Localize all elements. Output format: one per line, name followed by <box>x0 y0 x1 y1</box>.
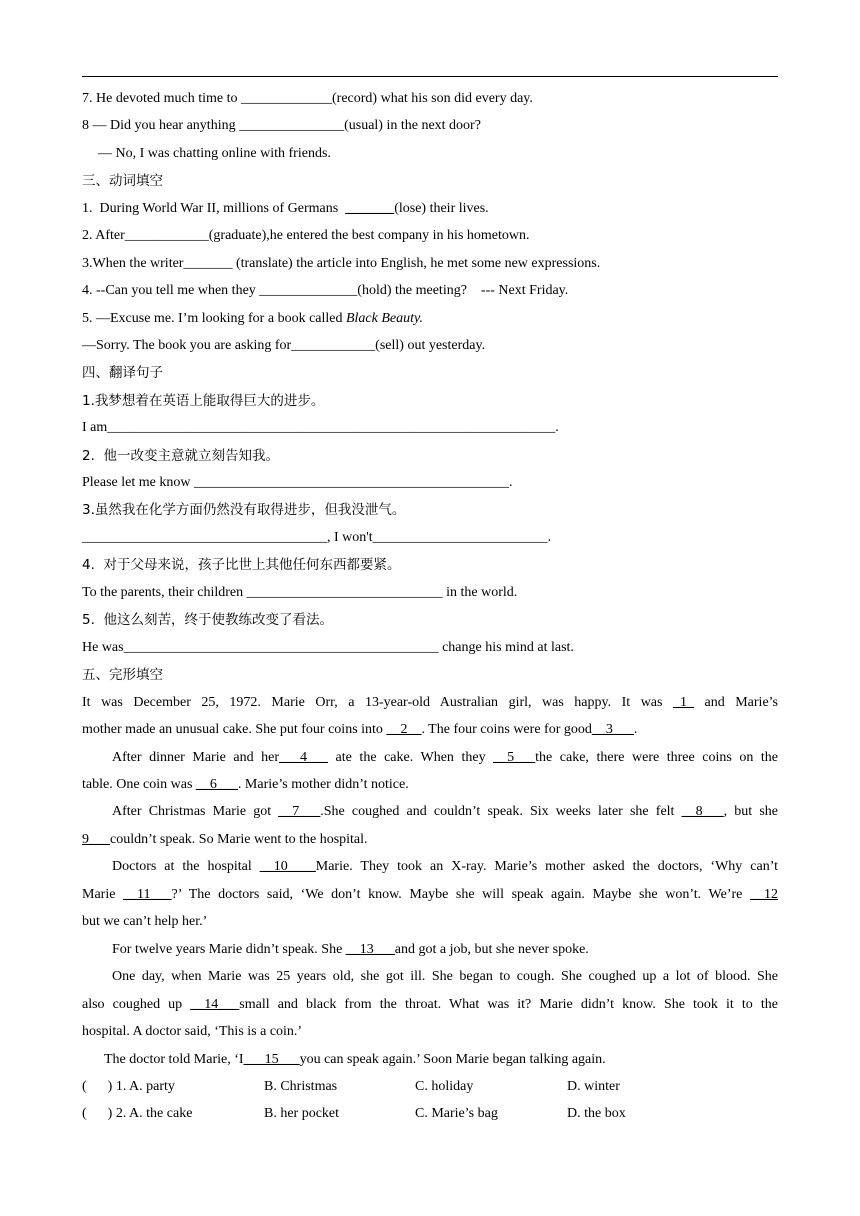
verb-q1-suffix: (lose) their lives. <box>394 201 489 216</box>
cloze-text: Marie <box>82 887 124 902</box>
cloze-text: the cake, there were three coins on the <box>535 750 779 765</box>
verb-question-1 <box>82 201 778 217</box>
cloze-p6-line3: hospital. A doctor said, ‘This is a coin.’ <box>82 1024 303 1039</box>
cloze-text: and got a job, but she never spoke. <box>394 942 589 957</box>
cloze-text: After dinner Marie and her <box>112 750 280 765</box>
verb-q1-prefix: 1. During World War II, millions of Germans <box>82 201 346 216</box>
cloze-blank-3: __3___ <box>591 722 634 737</box>
cloze-blank-8: __8___ <box>681 804 724 819</box>
cloze-text: small and black from the throat. What was it? Marie didn’t know. She took it to the <box>239 997 778 1012</box>
option-1-a: ( ) 1. A. party <box>82 1079 175 1094</box>
section-5-heading: 五、完形填空 <box>82 667 163 683</box>
option-2-b: B. her pocket <box>264 1106 340 1121</box>
translate-1-chinese: 1.我梦想着在英语上能取得巨大的进步。 <box>82 393 325 409</box>
cloze-blank-15: ___15___ <box>243 1052 300 1067</box>
translate-3-chinese: 3.虽然我在化学方面仍然没有取得进步，但我没泄气。 <box>82 502 406 518</box>
cloze-text: It was December 25, 1972. Marie Orr, a 13-year-old Australian girl, was happy. It was <box>82 695 673 710</box>
cloze-text: The doctor told Marie, ‘I <box>104 1052 244 1067</box>
cloze-p7-line1 <box>104 1052 778 1068</box>
cloze-text: couldn’t speak. So Marie went to the hospital. <box>110 832 368 847</box>
cloze-text: .She coughed and couldn’t speak. Six weeks later she felt <box>320 804 682 819</box>
translate-3-english: ___________________________________, I won't_________________________. <box>82 530 552 545</box>
option-2-a: ( ) 2. A. the cake <box>82 1106 193 1121</box>
section-4-heading: 四、翻译句子 <box>82 365 163 381</box>
option-1-d: D. winter <box>567 1079 620 1094</box>
cloze-p2-line1 <box>112 750 778 766</box>
cloze-blank-4: ___4___ <box>279 750 329 765</box>
cloze-p6-line2 <box>82 997 778 1013</box>
cloze-text: . Marie’s mother didn’t notice. <box>237 777 409 792</box>
verb-question-3: 3.When the writer_______ (translate) the article into English, he met some new expressions. <box>82 256 601 271</box>
cloze-text: ?’ The doctors said, ‘We don’t know. Maybe she will speak again. Maybe she won’t. We’re <box>171 887 750 902</box>
cloze-text: you can speak again.’ Soon Marie began talking again. <box>299 1052 606 1067</box>
translate-5-chinese: 5. 他这么刻苦，终于使教练改变了看法。 <box>82 612 333 628</box>
translate-4-english: To the parents, their children ____________________________ in the world. <box>82 585 518 600</box>
cloze-p1-line1 <box>82 695 778 711</box>
option-2-d: D. the box <box>567 1106 626 1121</box>
translate-2-chinese: 2. 他一改变主意就立刻告知我。 <box>82 448 279 464</box>
cloze-p4-line1 <box>112 859 778 875</box>
cloze-blank-12: __12 <box>750 887 778 902</box>
translate-5-english: He was_____________________________________________ change his mind at last. <box>82 640 574 655</box>
translate-2-english: Please let me know _____________________________________________. <box>82 475 513 490</box>
verb-question-5-reply: —Sorry. The book you are asking for____________(sell) out yesterday. <box>82 338 486 353</box>
cloze-text: Doctors at the hospital <box>112 859 260 874</box>
cloze-text: ate the cake. When they <box>328 750 494 765</box>
verb-question-5 <box>82 311 778 327</box>
cloze-text: and Marie’s <box>693 695 778 710</box>
cloze-blank-2: __2__ <box>386 722 422 737</box>
translate-1-english: I am________________________________________________________________. <box>82 420 559 435</box>
cloze-p2-line2 <box>82 777 778 793</box>
cloze-blank-9: 9___ <box>82 832 110 847</box>
header-rule <box>82 76 778 77</box>
cloze-p6-line1: One day, when Marie was 25 years old, she got ill. She began to cough. She coughed up a lot of blood. She <box>112 969 778 984</box>
cloze-p5-line1 <box>112 942 778 958</box>
cloze-blank-7: __7___ <box>278 804 321 819</box>
cloze-p4-line3: but we can’t help her.’ <box>82 914 208 929</box>
verb-question-4: 4. --Can you tell me when they ______________(hold) the meeting? --- Next Friday. <box>82 283 569 298</box>
cloze-p3-line1 <box>112 804 778 820</box>
cloze-text: also coughed up <box>82 997 191 1012</box>
cloze-p3-line2 <box>82 832 778 848</box>
option-1-c: C. holiday <box>415 1079 474 1094</box>
question-8-reply: — No, I was chatting online with friends. <box>98 146 331 161</box>
verb-q5-prefix: 5. —Excuse me. I’m looking for a book called <box>82 311 346 326</box>
cloze-p1-line2 <box>82 722 778 738</box>
cloze-blank-6: __6___ <box>195 777 238 792</box>
verb-question-2: 2. After____________(graduate),he entered the best company in his hometown. <box>82 228 530 243</box>
option-1-b: B. Christmas <box>264 1079 338 1094</box>
cloze-text: . <box>633 722 638 737</box>
book-title: Black Beauty. <box>345 311 423 326</box>
cloze-p4-line2 <box>82 887 778 903</box>
cloze-text: After Christmas Marie got <box>112 804 279 819</box>
section-3-heading: 三、动词填空 <box>82 173 163 189</box>
cloze-blank-13: __13___ <box>345 942 395 957</box>
question-7: 7. He devoted much time to _____________(record) what his son did every day. <box>82 91 533 106</box>
cloze-blank-1: _1_ <box>672 695 694 710</box>
cloze-text: table. One coin was <box>82 777 196 792</box>
verb-q1-blank: _______ <box>345 201 395 216</box>
cloze-blank-10: __10____ <box>259 859 316 874</box>
cloze-text: Marie. They took an X-ray. Marie’s mother asked the doctors, ‘Why can’t <box>315 859 778 874</box>
cloze-blank-5: __5___ <box>493 750 536 765</box>
cloze-blank-14: __14___ <box>190 997 240 1012</box>
option-2-c: C. Marie’s bag <box>415 1106 498 1121</box>
cloze-text: For twelve years Marie didn’t speak. She <box>112 942 346 957</box>
cloze-blank-11: __11___ <box>123 887 172 902</box>
question-8: 8 — Did you hear anything _______________(usual) in the next door? <box>82 118 481 133</box>
cloze-text: mother made an unusual cake. She put four coins into <box>82 722 387 737</box>
cloze-text: , but she <box>723 804 778 819</box>
translate-4-chinese: 4. 对于父母来说，孩子比世上其他任何东西都要紧。 <box>82 557 401 573</box>
cloze-text: . The four coins were for good <box>421 722 592 737</box>
